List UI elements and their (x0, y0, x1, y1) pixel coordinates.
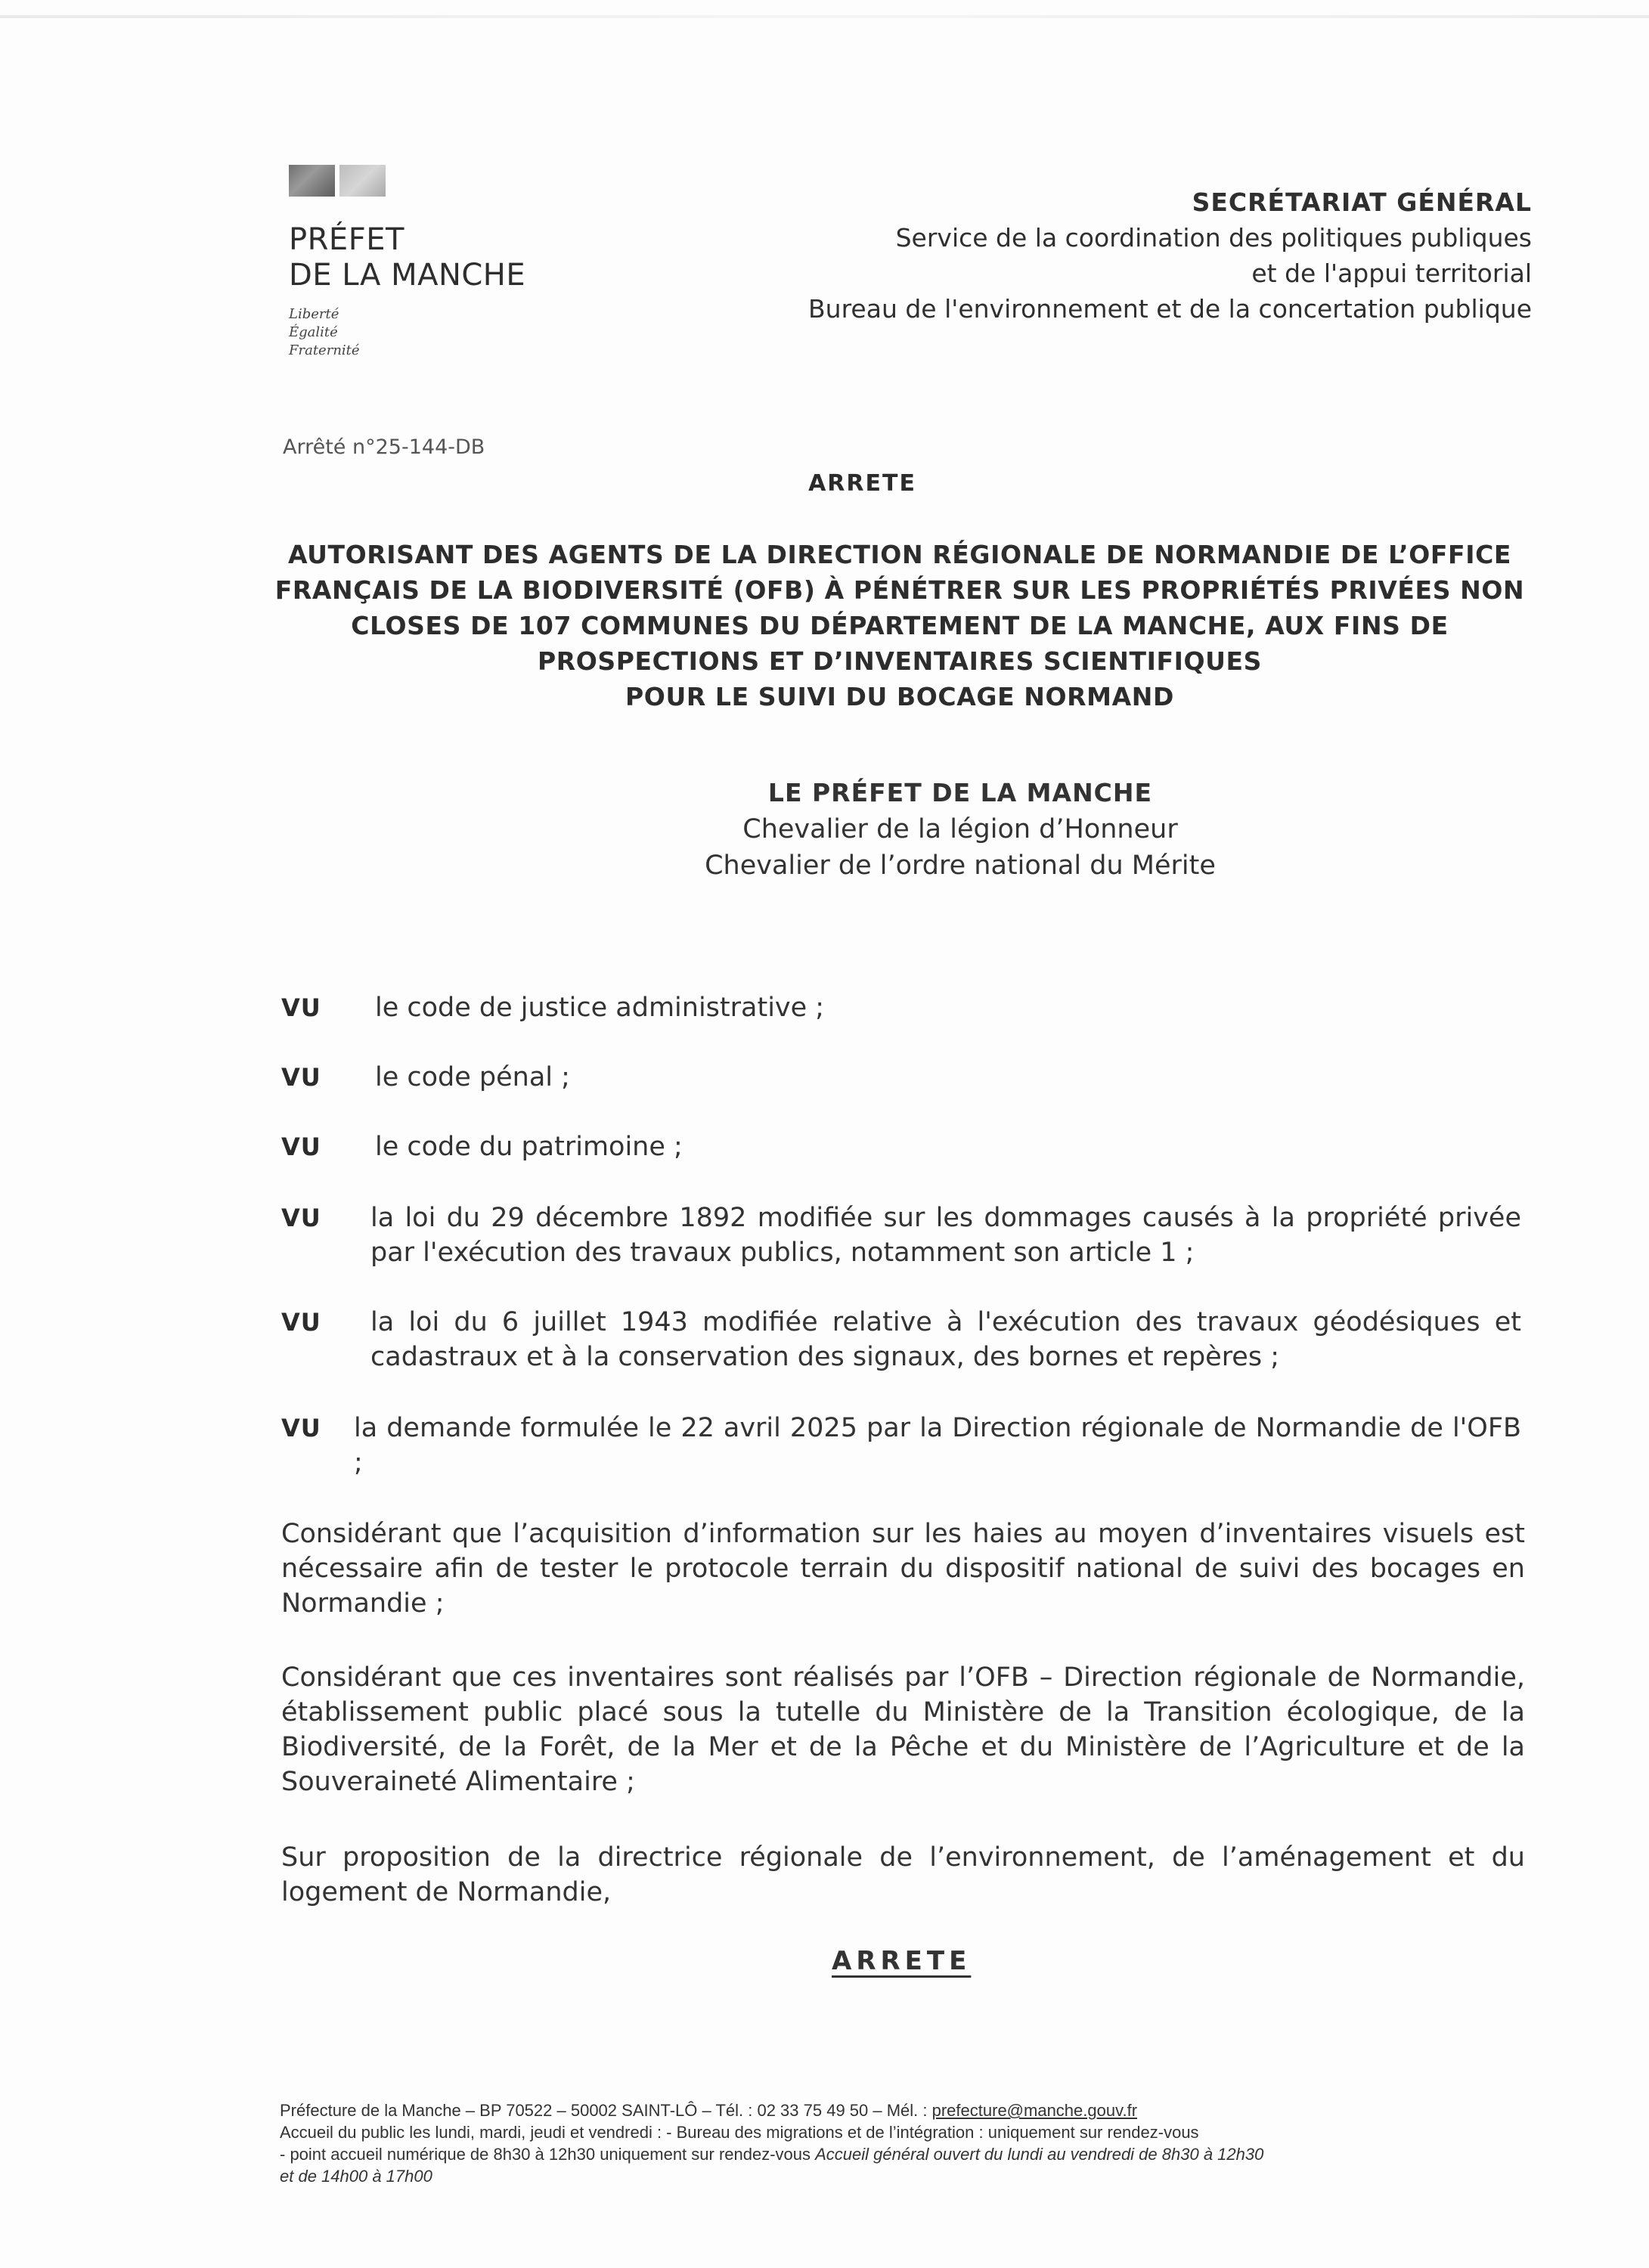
vu-text: la loi du 6 juillet 1943 modifiée relative à l'exécution des travaux géodésiques et cadastraux et à la conservation des signaux, des bornes et repères ; (370, 1307, 1521, 1372)
footer-general-hours-cont: et de 14h00 à 17h00 (280, 2167, 432, 2186)
footer-email-link[interactable]: prefecture@manche.gouv.fr (931, 2101, 1138, 2120)
vu-text: la loi du 29 décembre 1892 modifiée sur les dommages causés à la propriété privée par l'exécution des travaux publics, notamment son article 1 ; (370, 1203, 1521, 1268)
header-service: Service de la coordination des politiques publiques (895, 223, 1532, 253)
title-line: AUTORISANT DES AGENTS DE LA DIRECTION RÉGIONALE DE NORMANDIE DE L’OFFICE (287, 540, 1512, 569)
vu-label: VU (281, 1204, 321, 1232)
vu-label: VU (281, 1308, 321, 1337)
motto-egalite: Égalité (289, 324, 338, 340)
considerant-paragraph: Considérant que ces inventaires sont réalisés par l’OFB – Direction régionale de Normandie, établissement public placé sous la tutelle du Ministère de la Transition écologique, de la Biodiversité, de la Forêt, de la Mer et de la Pêche et du Ministère de l’Agriculture et de la Souveraineté Alimentaire ; (281, 1662, 1525, 1797)
motto-liberte: Liberté (289, 306, 339, 322)
header-secretariat: SECRÉTARIAT GÉNÉRAL (1192, 187, 1532, 217)
motto-fraternite: Fraternité (289, 342, 360, 358)
header-bureau: Bureau de l'environnement et de la concertation publique (808, 294, 1532, 324)
arrete-number: Arrêté n°25-144-DB (283, 435, 485, 459)
vu-label: VU (281, 1063, 321, 1092)
title-line: FRANÇAIS DE LA BIODIVERSITÉ (OFB) À PÉNÉTRER SUR LES PROPRIÉTÉS PRIVÉES NON (274, 575, 1525, 605)
arrete-title (257, 537, 1542, 714)
footer-address: Préfecture de la Manche – BP 70522 – 50002 SAINT-LÔ – Tél. : 02 33 75 49 50 – Mél. : (280, 2101, 932, 2120)
footer-digital-hours: - point accueil numérique de 8h30 à 12h30 uniquement sur rendez-vous (280, 2145, 816, 2164)
footer (280, 2099, 1527, 2187)
prefecture-logo (289, 165, 561, 360)
header-service-cont: et de l'appui territorial (1251, 259, 1532, 288)
proposition-paragraph: Sur proposition de la directrice régionale de l’environnement, de l’aménagement et du logement de Normandie, (281, 1842, 1525, 1907)
footer-hours-line-2 (280, 2143, 1527, 2165)
arrete-final-heading: ARRETE (832, 1946, 972, 1976)
logo-title (289, 222, 561, 293)
vu-label: VU (281, 993, 321, 1022)
prefect-name: LE PRÉFET DE LA MANCHE (767, 778, 1153, 807)
logo-title-line1: PRÉFET (289, 222, 405, 257)
title-line: POUR LE SUIVI DU BOCAGE NORMAND (625, 682, 1174, 711)
vu-label: VU (281, 1414, 321, 1442)
footer-address-line (280, 2099, 1527, 2121)
marianne-flag-icon (289, 165, 386, 197)
scan-edge (0, 15, 1649, 18)
prefect-block (318, 775, 1603, 884)
title-line: PROSPECTIONS ET D’INVENTAIRES SCIENTIFIQUES (537, 646, 1263, 676)
issuing-service-header (808, 184, 1532, 327)
vu-text: le code du patrimoine ; (375, 1132, 683, 1162)
logo-title-line2: DE LA MANCHE (289, 258, 526, 293)
considerant-paragraph: Considérant que l’acquisition d’information sur les haies au moyen d’inventaires visuels est nécessaire afin de tester le protocole terrain du dispositif national de suivi des bocages en Normandie ; (281, 1519, 1525, 1619)
arrete-heading: ARRETE (808, 470, 916, 497)
footer-hours-line: Accueil du public les lundi, mardi, jeudi et vendredi : - Bureau des migrations et de l’intégration : uniquement sur rendez-vous (280, 2123, 1199, 2142)
republic-motto (289, 305, 561, 360)
footer-general-hours: Accueil général ouvert du lundi au vendredi de 8h30 à 12h30 (815, 2145, 1264, 2164)
vu-text: le code de justice administrative ; (375, 993, 825, 1023)
vu-text: la demande formulée le 22 avril 2025 par la Direction régionale de Normandie de l'OFB ; (354, 1413, 1521, 1478)
title-line: CLOSES DE 107 COMMUNES DU DÉPARTEMENT DE LA MANCHE, AUX FINS DE (351, 611, 1449, 640)
vu-text: le code pénal ; (375, 1062, 570, 1092)
prefect-title-1: Chevalier de la légion d’Honneur (742, 814, 1178, 844)
vu-label: VU (281, 1132, 321, 1161)
prefect-title-2: Chevalier de l’ordre national du Mérite (705, 850, 1216, 881)
